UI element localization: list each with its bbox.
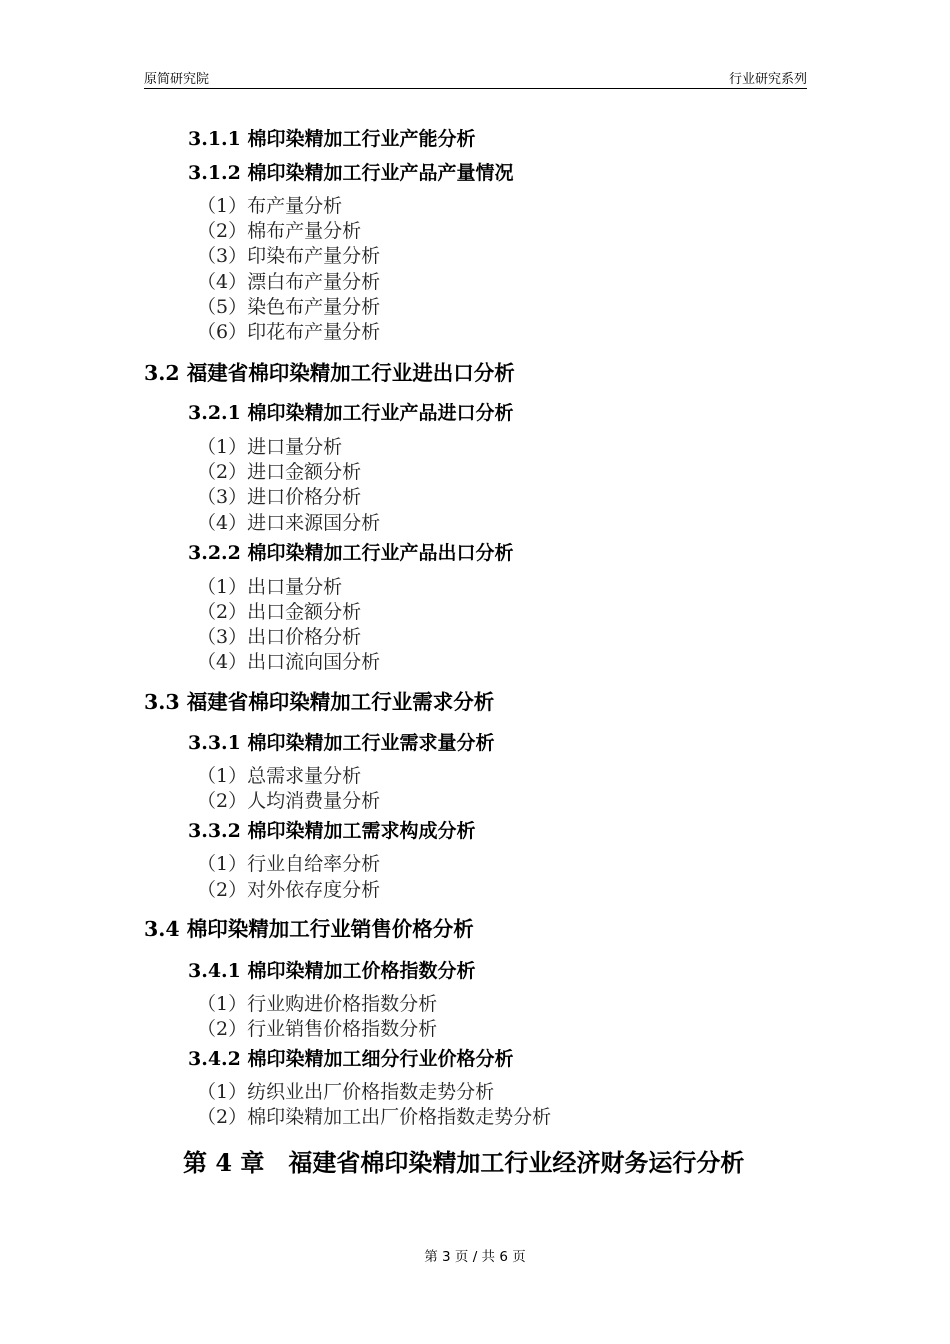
toc-item: （5）染色布产量分析 xyxy=(197,296,381,318)
toc-item: （1）总需求量分析 xyxy=(197,765,362,787)
page-header xyxy=(144,68,807,89)
toc-item: （2）对外依存度分析 xyxy=(197,879,381,901)
toc-3-1-1: 3.1.1 棉印染精加工行业产能分析 xyxy=(188,128,476,150)
toc-3-2-1: 3.2.1 棉印染精加工行业产品进口分析 xyxy=(188,402,514,424)
toc-item: （1）出口量分析 xyxy=(197,576,343,598)
toc-3-4-1: 3.4.1 棉印染精加工价格指数分析 xyxy=(188,960,476,982)
toc-item: （6）印花布产量分析 xyxy=(197,321,381,343)
page-footer: 第 3 页 / 共 6 页 xyxy=(424,1249,526,1265)
toc-item: （3）印染布产量分析 xyxy=(197,245,381,267)
toc-3-2-2: 3.2.2 棉印染精加工行业产品出口分析 xyxy=(188,542,514,564)
toc-item: （1）布产量分析 xyxy=(197,195,343,217)
toc-item: （4）进口来源国分析 xyxy=(197,512,381,534)
toc-3-3-2: 3.3.2 棉印染精加工需求构成分析 xyxy=(188,820,476,842)
toc-3-3: 3.3 福建省棉印染精加工行业需求分析 xyxy=(144,690,495,714)
header-left: 原简研究院 xyxy=(144,72,210,87)
toc-item: （1）行业购进价格指数分析 xyxy=(197,993,438,1015)
toc-item: （2）人均消费量分析 xyxy=(197,790,381,812)
toc-3-2: 3.2 福建省棉印染精加工行业进出口分析 xyxy=(144,361,515,385)
toc-item: （2）棉印染精加工出厂价格指数走势分析 xyxy=(197,1106,552,1128)
toc-item: （2）棉布产量分析 xyxy=(197,220,362,242)
toc-3-4: 3.4 棉印染精加工行业销售价格分析 xyxy=(144,917,474,941)
toc-3-1-2: 3.1.2 棉印染精加工行业产品产量情况 xyxy=(188,162,514,184)
toc-item: （4）漂白布产量分析 xyxy=(197,271,381,293)
toc-3-4-2: 3.4.2 棉印染精加工细分行业价格分析 xyxy=(188,1048,514,1070)
toc-item: （1）纺织业出厂价格指数走势分析 xyxy=(197,1081,495,1103)
toc-item: （1）进口量分析 xyxy=(197,436,343,458)
toc-item: （3）进口价格分析 xyxy=(197,486,362,508)
chapter-4-title: 第 4 章 福建省棉印染精加工行业经济财务运行分析 xyxy=(183,1148,745,1177)
toc-3-3-1: 3.3.1 棉印染精加工行业需求量分析 xyxy=(188,732,495,754)
header-right: 行业研究系列 xyxy=(728,72,807,87)
toc-item: （2）出口金额分析 xyxy=(197,601,362,623)
toc-item: （1）行业自给率分析 xyxy=(197,853,381,875)
toc-item: （2）进口金额分析 xyxy=(197,461,362,483)
toc-item: （3）出口价格分析 xyxy=(197,626,362,648)
toc-item: （2）行业销售价格指数分析 xyxy=(197,1018,438,1040)
toc-item: （4）出口流向国分析 xyxy=(197,651,381,673)
